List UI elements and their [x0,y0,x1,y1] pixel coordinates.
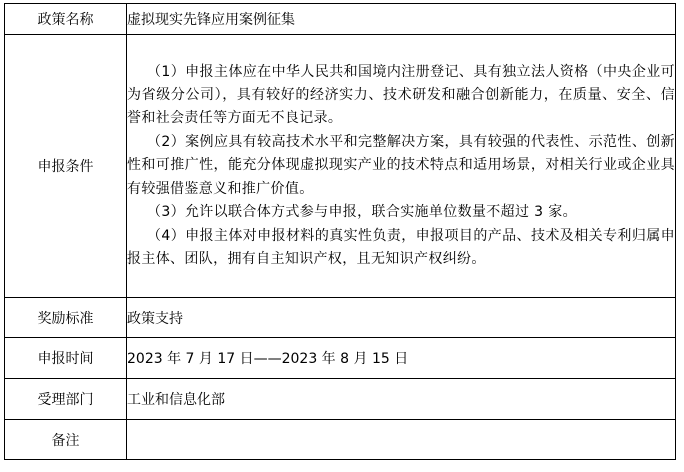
award-row [5,298,676,338]
dept-value: 工业和信息化部 [127,379,676,420]
conditions-row [5,35,676,298]
condition-item-3: （3）允许以联合体方式参与申报，联合实施单位数量不超过 3 家。 [147,204,577,221]
time-value: 2023 年 7 月 17 日——2023 年 8 月 15 日 [127,338,676,379]
award-label: 奖励标准 [5,298,127,338]
note-value [127,420,676,460]
condition-item-1: （1）申报主体应在中华人民共和国境内注册登记、具有独立法人资格（中央企业可为省级分公司），具有较好的经济实力、技术研发和融合创新能力，在质量、安全、信誉和社会责任等方面无不良记录。 [127,63,675,127]
award-value: 政策支持 [127,298,676,338]
dept-row [5,379,676,420]
policy-table [4,3,676,460]
dept-label: 受理部门 [5,379,127,420]
condition-item-2: （2）案例应具有较高技术水平和完整解决方案，具有较强的代表性、示范性、创新性和可推广性，能充分体现虚拟现实产业的技术特点和适用场景，对相关行业或企业具有较强借鉴意义和推广价值。 [127,133,675,197]
note-label: 备注 [5,420,127,460]
conditions-value [127,35,676,298]
policy-name-label: 政策名称 [5,4,127,35]
policy-name-row [5,4,676,35]
time-label: 申报时间 [5,338,127,379]
time-row [5,338,676,379]
conditions-label: 申报条件 [5,35,127,298]
policy-name-value: 虚拟现实先锋应用案例征集 [127,4,676,35]
note-row [5,420,676,460]
condition-item-4: （4）申报主体对申报材料的真实性负责，申报项目的产品、技术及相关专利归属申报主体、团队，拥有自主知识产权，且无知识产权纠纷。 [127,227,675,267]
